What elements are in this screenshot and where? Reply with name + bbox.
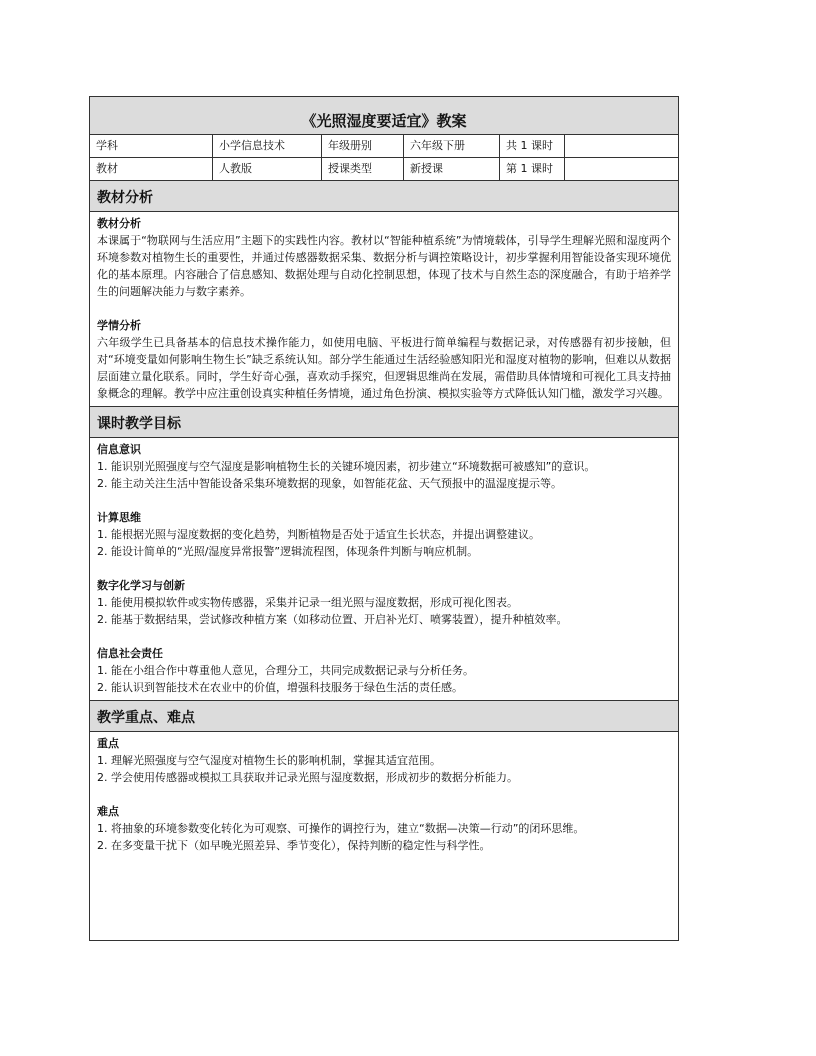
subheading: 学情分析 xyxy=(97,319,141,332)
lesson-type-label: 授课类型 xyxy=(322,158,404,180)
list-item: 2. 能主动关注生活中智能设备采集环境数据的现象，如智能花盆、天气预报中的温湿度提示等。 xyxy=(97,477,562,490)
section-body-focus xyxy=(90,732,678,858)
subheading: 教材分析 xyxy=(97,217,141,230)
list-item: 1. 能根据光照与湿度数据的变化趋势，判断植物是否处于适宜生长状态，并提出调整建议。 xyxy=(97,528,540,541)
textbook-value: 人教版 xyxy=(213,158,322,180)
section-heading: 课时教学目标 xyxy=(90,407,678,438)
lesson-type-value: 新授课 xyxy=(404,158,500,180)
subheading: 信息意识 xyxy=(97,443,141,456)
subheading: 重点 xyxy=(97,737,119,750)
list-item: 1. 将抽象的环境参数变化转化为可观察、可操作的调控行为，建立“数据—决策—行动”的闭环思维。 xyxy=(97,822,585,835)
list-item: 2. 在多变量干扰下（如早晚光照差异、季节变化），保持判断的稳定性与科学性。 xyxy=(97,839,491,852)
section-heading: 教材分析 xyxy=(90,181,678,212)
list-item: 1. 能在小组合作中尊重他人意见，合理分工，共同完成数据记录与分析任务。 xyxy=(97,664,474,677)
grade-value: 六年级下册 xyxy=(404,135,500,157)
list-item: 1. 能使用模拟软件或实物传感器，采集并记录一组光照与湿度数据，形成可视化图表。 xyxy=(97,596,518,609)
textbook-label: 教材 xyxy=(90,158,213,180)
lesson-plan-table xyxy=(89,96,679,941)
section-heading: 教学重点、难点 xyxy=(90,701,678,732)
info-row-1 xyxy=(90,135,678,158)
subheading: 难点 xyxy=(97,805,119,818)
list-item: 2. 能设计简单的“光照/湿度异常报警”逻辑流程图，体现条件判断与响应机制。 xyxy=(97,545,479,558)
list-item: 2. 能基于数据结果，尝试修改种植方案（如移动位置、开启补光灯、喷雾装置），提升种植效率。 xyxy=(97,613,568,626)
subheading: 数字化学习与创新 xyxy=(97,579,185,592)
subheading: 计算思维 xyxy=(97,511,141,524)
list-item: 2. 能认识到智能技术在农业中的价值，增强科技服务于绿色生活的责任感。 xyxy=(97,681,463,694)
lesson-number: 第 1 课时 xyxy=(500,158,565,180)
info-row-2 xyxy=(90,158,678,181)
section-body-analysis xyxy=(90,212,678,407)
paragraph: 六年级学生已具备基本的信息技术操作能力，如使用电脑、平板进行简单编程与数据记录，对传感器有初步接触，但对“环境变量如何影响生物生长”缺乏系统认知。部分学生能通过生活经验感知阳光和湿度对植物的影响，但难以从数据层面建立量化联系。同时，学生好奇心强，喜欢动手探究，但逻辑思维尚在发展，需借助具体情境和可视化工具支持抽象概念的理解。教学中应注重创设真实种植任务情境，通过角色扮演、模拟实验等方式降低认知门槛，激发学习兴趣。 xyxy=(97,336,671,400)
total-hours: 共 1 课时 xyxy=(500,135,565,157)
paragraph: 本课属于“物联网与生活应用”主题下的实践性内容。教材以“智能种植系统”为情境载体，引导学生理解光照和湿度两个环境参数对植物生长的重要性，并通过传感器数据采集、数据分析与调控策略设计，初步掌握利用智能设备实现环境优化的基本原理。内容融合了信息感知、数据处理与自动化控制思想，体现了技术与自然生态的深度融合，有助于培养学生的问题解决能力与数字素养。 xyxy=(97,234,671,298)
empty-cell xyxy=(565,135,678,157)
subheading: 信息社会责任 xyxy=(97,647,163,660)
doc-title: 《光照湿度要适宜》教案 xyxy=(90,97,678,135)
subject-value: 小学信息技术 xyxy=(213,135,322,157)
grade-label: 年级册别 xyxy=(322,135,404,157)
subject-label: 学科 xyxy=(90,135,213,157)
list-item: 1. 理解光照强度与空气湿度对植物生长的影响机制，掌握其适宜范围。 xyxy=(97,754,441,767)
list-item: 1. 能识别光照强度与空气湿度是影响植物生长的关键环境因素，初步建立“环境数据可被感知”的意识。 xyxy=(97,460,596,473)
empty-cell xyxy=(565,158,678,180)
list-item: 2. 学会使用传感器或模拟工具获取并记录光照与湿度数据，形成初步的数据分析能力。 xyxy=(97,771,518,784)
section-body-objectives xyxy=(90,438,678,701)
